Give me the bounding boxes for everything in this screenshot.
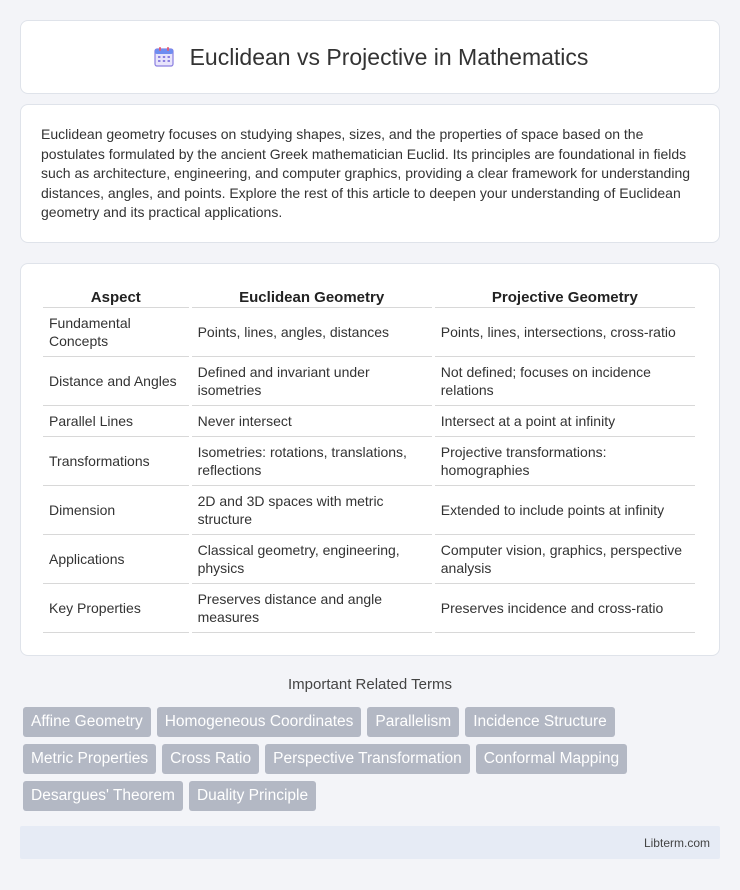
footer-site-link[interactable]: Libterm.com [643, 836, 710, 850]
table-cell: 2D and 3D spaces with metric structure [192, 486, 432, 535]
table-row [43, 308, 695, 357]
table-cell: Projective transformations: homographies [435, 437, 695, 486]
table-cell: Classical geometry, engineering, physics [192, 535, 432, 584]
header-euclidean: Euclidean Geometry [192, 284, 432, 308]
tag-conformal-mapping[interactable]: Conformal Mapping [476, 744, 627, 774]
table-cell: Extended to include points at infinity [435, 486, 695, 535]
table-row [43, 437, 695, 486]
comparison-table-card [20, 263, 720, 656]
table-cell: Computer vision, graphics, perspective analysis [435, 535, 695, 584]
table-cell: Transformations [43, 437, 189, 486]
header [152, 44, 589, 71]
table-cell: Parallel Lines [43, 406, 189, 437]
related-terms-title: Important Related Terms [288, 676, 452, 693]
table-cell: Defined and invariant under isometries [192, 357, 432, 406]
table-cell: Applications [43, 535, 189, 584]
table-cell: Fundamental Concepts [43, 308, 189, 357]
header-card [20, 20, 720, 94]
intro-paragraph: Euclidean geometry focuses on studying shapes, sizes, and the properties of space based on the postulates formulated by the ancient Greek mathematician Euclid. Its principles are foundational in fields such as architecture, engineering, and computer graphics, providing a clear framework for understanding distances, angles, and points. Explore the rest of this article to deepen your understanding of Euclidean geometry and its practical applications. [41, 126, 691, 220]
table-cell: Distance and Angles [43, 357, 189, 406]
table-cell: Dimension [43, 486, 189, 535]
table-cell: Not defined; focuses on incidence relations [435, 357, 695, 406]
table-cell: Points, lines, angles, distances [192, 308, 432, 357]
calendar-icon [152, 45, 176, 69]
table-cell: Intersect at a point at infinity [435, 406, 695, 437]
comparison-table [40, 284, 698, 633]
tag-parallelism[interactable]: Parallelism [367, 707, 459, 737]
tag-incidence-structure[interactable]: Incidence Structure [465, 707, 615, 737]
footer [20, 826, 720, 859]
page-title: Euclidean vs Projective in Mathematics [189, 43, 589, 70]
tag-duality-principle[interactable]: Duality Principle [189, 781, 316, 811]
table-cell: Preserves incidence and cross-ratio [435, 584, 695, 633]
intro-card [20, 104, 720, 243]
table-cell: Points, lines, intersections, cross-ratio [435, 308, 695, 357]
tag-perspective-transformation[interactable]: Perspective Transformation [265, 744, 470, 774]
header-projective: Projective Geometry [435, 284, 695, 308]
tag-cross-ratio[interactable]: Cross Ratio [162, 744, 259, 774]
table-cell: Isometries: rotations, translations, reflections [192, 437, 432, 486]
table-cell: Key Properties [43, 584, 189, 633]
header-aspect: Aspect [43, 284, 189, 308]
table-cell: Never intersect [192, 406, 432, 437]
table-row [43, 535, 695, 584]
tag-affine-geometry[interactable]: Affine Geometry [23, 707, 151, 737]
related-terms-tags [23, 707, 723, 811]
table-row [43, 584, 695, 633]
tag-homogeneous-coordinates[interactable]: Homogeneous Coordinates [157, 707, 362, 737]
table-row [43, 406, 695, 437]
tag-desargues-theorem[interactable]: Desargues' Theorem [23, 781, 183, 811]
table-row [43, 357, 695, 406]
table-row [43, 486, 695, 535]
tag-metric-properties[interactable]: Metric Properties [23, 744, 156, 774]
table-header-row [43, 284, 695, 308]
table-cell: Preserves distance and angle measures [192, 584, 432, 633]
